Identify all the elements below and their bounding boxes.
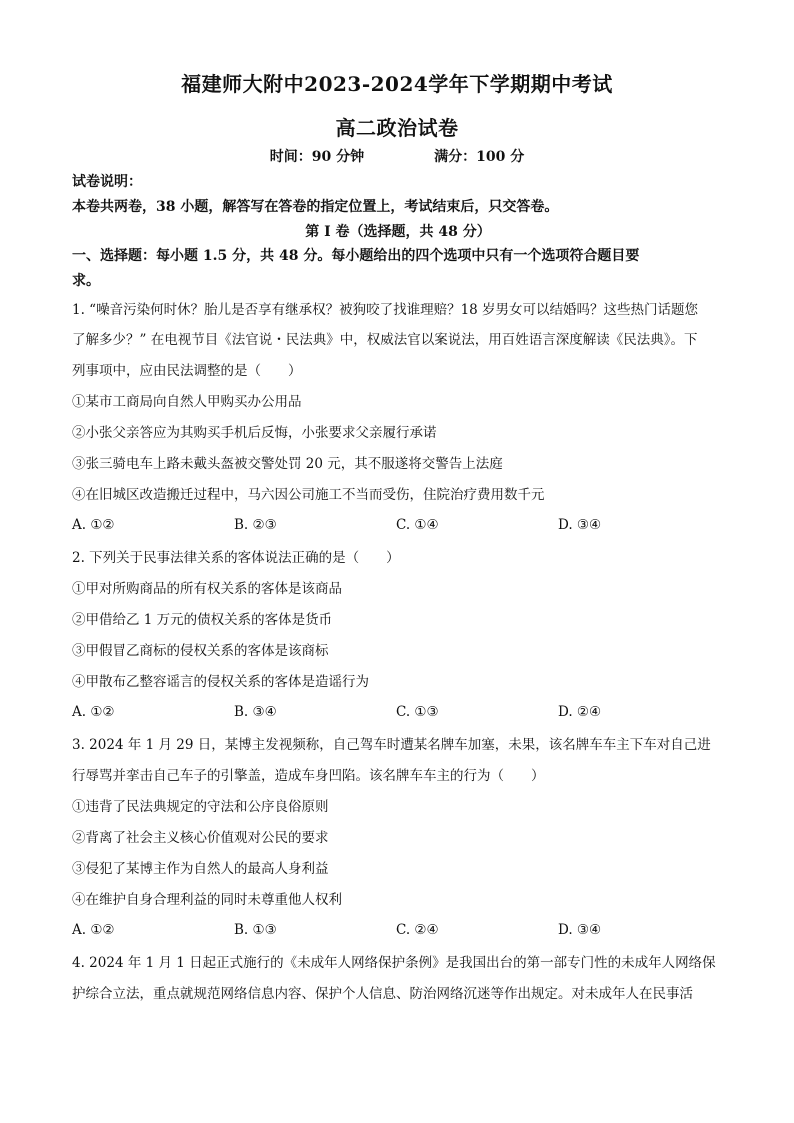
q2-option-c[interactable]: C. ①③ <box>396 704 439 720</box>
q4-stem-line-1: 4. 2024 年 1 月 1 日起正式施行的《未成年人网络保护条例》是我国出台的第一部专门性的未成年人网络保 <box>72 955 716 971</box>
exam-meta <box>0 146 794 166</box>
q1-item-2: ②小张父亲答应为其购买手机后反悔，小张要求父亲履行承诺 <box>72 425 437 441</box>
q1-stem-line-1: 1. “噪音污染何时休？胎儿是否享有继承权？被狗咬了找谁理赔？18 岁男女可以结婚吗？这些热门话题您 <box>72 302 699 318</box>
q2-options <box>72 704 724 724</box>
q1-option-d[interactable]: D. ③④ <box>558 517 602 533</box>
q2-option-b[interactable]: B. ③④ <box>234 704 277 720</box>
q3-item-1: ①违背了民法典规定的守法和公序良俗原则 <box>72 799 329 815</box>
q2-stem-line-1: 2. 下列关于民事法律关系的客体说法正确的是（ ） <box>72 550 400 566</box>
q3-stem-line-1: 3. 2024 年 1 月 29 日，某博主发视频称，自己驾车时遭某名牌车加塞，未果，该名牌车车主下车对自己进 <box>72 737 711 753</box>
section-heading-line-2: 求。 <box>72 273 100 289</box>
q3-option-b[interactable]: B. ①③ <box>234 922 277 938</box>
q1-item-1: ①某市工商局向自然人甲购买办公用品 <box>72 394 302 410</box>
q3-option-a[interactable]: A. ①② <box>72 922 115 938</box>
q1-option-a[interactable]: A. ①② <box>72 517 115 533</box>
q2-item-2: ②甲借给乙 1 万元的债权关系的客体是货币 <box>72 612 333 628</box>
q3-item-3: ③侵犯了某博主作为自然人的最高人身利益 <box>72 861 329 877</box>
q2-option-a[interactable]: A. ①② <box>72 704 115 720</box>
instructions-text: 本卷共两卷，38 小题，解答写在答卷的指定位置上，考试结束后，只交答卷。 <box>72 199 559 215</box>
q3-stem-line-2: 行辱骂并挛击自己车子的引擎盖，造成车身凹陷。该名牌车车主的行为（ ） <box>72 768 545 784</box>
q3-options <box>72 922 724 942</box>
exam-subtitle: 高二政治试卷 <box>335 116 459 140</box>
q2-item-1: ①甲对所购商品的所有权关系的客体是该商品 <box>72 581 342 597</box>
q3-item-2: ②背离了社会主义核心价值观对公民的要求 <box>72 830 329 846</box>
q3-item-4: ④在维护自身合理利益的同时未尊重他人权利 <box>72 892 342 908</box>
q1-option-b[interactable]: B. ②③ <box>234 517 277 533</box>
q2-item-4: ④甲散布乙整容谣言的侵权关系的客体是造谣行为 <box>72 674 369 690</box>
q1-stem-line-3: 列事项中，应由民法调整的是（ ） <box>72 363 302 379</box>
q2-item-3: ③甲假冒乙商标的侵权关系的客体是该商标 <box>72 643 329 659</box>
instructions-label: 试卷说明： <box>72 174 142 190</box>
q1-options <box>72 517 724 537</box>
exam-time: 时间：90 分钟 <box>269 149 365 165</box>
part-title: 第 I 卷（选择题，共 48 分） <box>305 224 491 240</box>
q1-option-c[interactable]: C. ①④ <box>396 517 439 533</box>
q3-option-d[interactable]: D. ③④ <box>558 922 602 938</box>
q1-item-4: ④在旧城区改造搬迁过程中，马六因公司施工不当而受伤，住院治疗费用数千元 <box>72 487 545 503</box>
q4-stem-line-2: 护综合立法，重点就规范网络信息内容、保护个人信息、防治网络沉迷等作出规定。对未成年人在民事活 <box>72 986 693 1002</box>
q3-option-c[interactable]: C. ②④ <box>396 922 439 938</box>
q1-stem-line-2: 了解多少？” 在电视节目《法官说・民法典》中，权威法官以案说法，用百姓语言深度解读《民法典》。下 <box>72 332 698 348</box>
q1-item-3: ③张三骑电车上路未戴头盔被交警处罚 20 元，其不服遂将交警告上法庭 <box>72 456 503 472</box>
exam-title: 福建师大附中2023-2024学年下学期期中考试 <box>181 72 613 96</box>
section-heading-line-1: 一、选择题：每小题 1.5 分，共 48 分。每小题给出的四个选项中只有一个选项符合题目要 <box>72 248 640 264</box>
exam-score: 满分：100 分 <box>434 149 525 165</box>
q2-option-d[interactable]: D. ②④ <box>558 704 602 720</box>
